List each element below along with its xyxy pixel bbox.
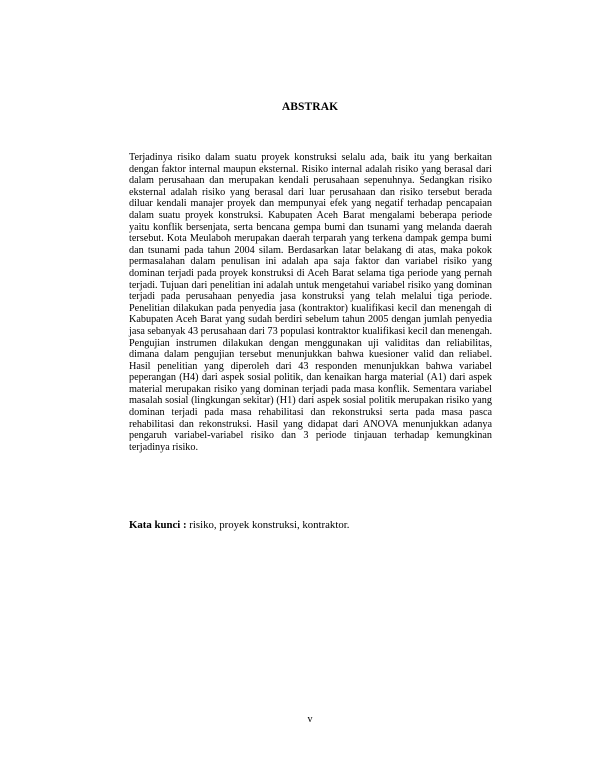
page-number: v	[307, 714, 313, 725]
keywords-value: risiko, proyek konstruksi, kontraktor.	[186, 519, 350, 531]
abstract-title: ABSTRAK	[281, 101, 339, 113]
keywords-label: Kata kunci :	[129, 519, 187, 531]
keywords-line	[129, 519, 492, 531]
abstract-body: Terjadinya risiko dalam suatu proyek konstruksi selalu ada, baik itu yang berkaitan dengan faktor internal maupun eksternal. Risiko internal adalah risiko yang berasal dari dalam perusahaan dan merupakan kendali perusahaan sepenuhnya. Sedangkan risiko eksternal adalah risiko yang berasal dari luar perusahaan dan risiko tersebut berada diluar kendali manajer proyek dan mempunyai efek yang negatif terhadap pencapaian dalam suatu proyek konstruksi. Kabupaten Aceh Barat mengalami beberapa periode yaitu konflik bersenjata, serta bencana gempa bumi dan tsunami yang melanda daerah tersebut. Kota Meulaboh merupakan daerah terparah yang terkena dampak gempa bumi dan tsunami pada tahun 2004 silam. Berdasarkan latar belakang di atas, maka pokok permasalahan dalam penulisan ini adalah apa saja faktor dan variabel risiko yang dominan terjadi pada proyek konstruksi di Aceh Barat selama tiga periode yang pernah terjadi. Tujuan dari penelitian ini adalah untuk mengetahui variabel risiko yang dominan terjadi pada perusahaan penyedia jasa konstruksi yang telah melalui tiga periode. Penelitian dilakukan pada penyedia jasa (kontraktor) kualifikasi kecil dan menengah di Kabupaten Aceh Barat yang sudah berdiri sebelum tahun 2005 dengan jumlah penyedia jasa sebanyak 43 perusahaan dari 73 populasi kontraktor kualifikasi kecil dan menengah. Pengujian instrumen dilakukan dengan menggunakan uji validitas dan reliabilitas, dimana dalam pengujian tersebut menunjukkan bahwa kuesioner valid dan reliabel. Hasil penelitian yang diperoleh dari 43 responden menunjukkan bahwa variabel peperangan (H4) dari aspek sosial politik, dan kenaikan harga material (A1) dari aspek material merupakan risiko yang dominan terjadi pada masa konflik. Sementara variabel masalah sosial (lingkungan sekitar) (H1) dari aspek sosial politik merupakan risiko yang dominan terjadi pada masa rehabilitasi dan rekonstruksi serta pada masa pasca rehabilitasi dan rekonstruksi. Hasil yang didapat dari ANOVA menunjukkan adanya pengaruh variabel-variabel risiko dan 3 periode tinjauan terhadap kemungkinan terjadinya risiko.	[129, 152, 492, 453]
